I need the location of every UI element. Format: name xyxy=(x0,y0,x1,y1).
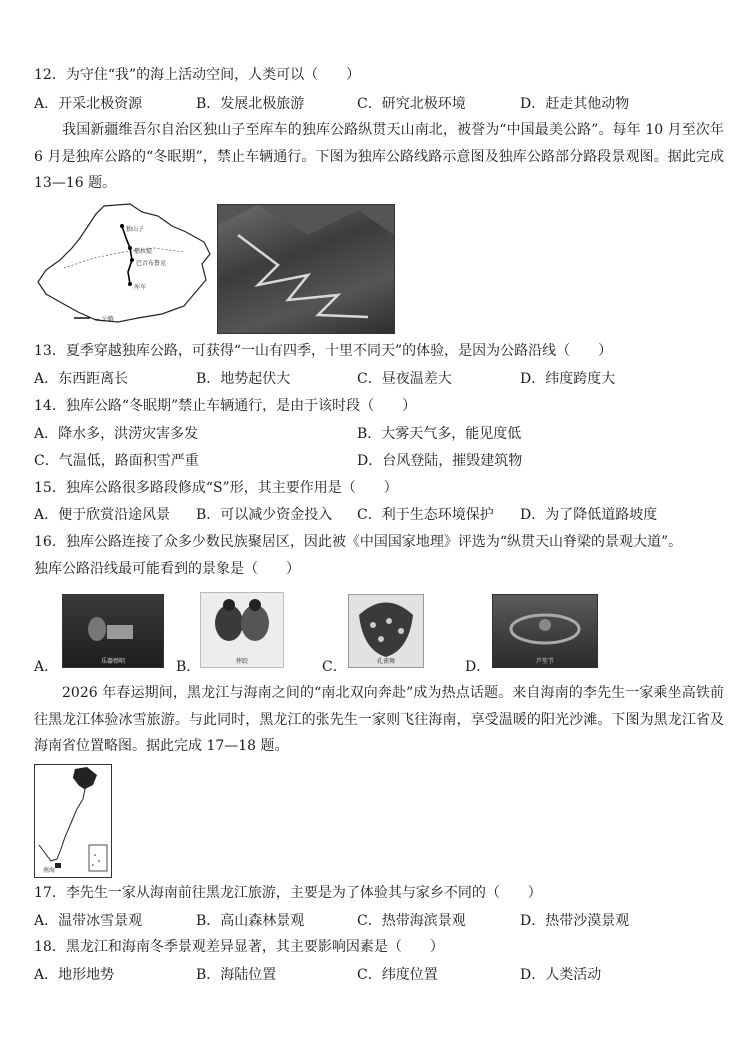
q17-option-b: B．高山森林景观 xyxy=(196,913,305,929)
q12-option-d: D．赶走其他动物 xyxy=(520,96,630,112)
q13-option-a: A．东西距离长 xyxy=(34,371,129,387)
q18-option-c: C．纬度位置 xyxy=(357,967,438,983)
question-16-stem-line2: 独库公路沿线最可能看到的景象是（ ） xyxy=(34,561,300,577)
q18-option-d: D．人类活动 xyxy=(520,967,602,983)
q16-photo-a xyxy=(62,594,164,668)
s-curve-road-figure xyxy=(218,205,394,333)
q16-photo-c xyxy=(348,594,424,668)
q15-option-c: C．利于生态环境保护 xyxy=(357,507,494,523)
q15-option-a: A．便于欣赏沿途风景 xyxy=(34,507,171,523)
q13-option-b: B．地势起伏大 xyxy=(196,371,291,387)
q16-photo-b xyxy=(200,592,284,668)
question-14-stem: 14．独库公路“冬眠期”禁止车辆通行，是由于该时段（ ） xyxy=(34,398,417,414)
map-legend-road: — 公路 xyxy=(94,316,114,323)
q16-caption-d: 芦笙节 xyxy=(535,658,555,665)
q14-option-c: C．气温低，路面积雪严重 xyxy=(34,453,199,469)
duku-route-map xyxy=(34,202,212,330)
map-label-nalati: 那拉提 xyxy=(134,248,153,255)
q18-option-b: B．海陆位置 xyxy=(196,967,277,983)
map-label-dushanzi: 独山子 xyxy=(126,226,145,233)
question-18-stem: 18．黑龙江和海南冬季景观差异显著，其主要影响因素是（ ） xyxy=(34,939,444,955)
q16-option-b-label: B． xyxy=(176,659,201,675)
map-label-bayanbulak: 巴音布鲁克 xyxy=(136,260,167,267)
china-location-map xyxy=(34,764,112,878)
passage-duku-road xyxy=(34,117,724,197)
map-label-south-china-sea: 南海 xyxy=(43,867,56,874)
q17-option-c: C．热带海滨景观 xyxy=(357,913,466,929)
question-12-stem: 12．为守住“我”的海上活动空间，人类可以（ ） xyxy=(34,67,361,83)
q16-option-c-label: C． xyxy=(322,659,347,675)
q16-caption-a: 乐器弹唱 xyxy=(100,658,126,665)
q12-option-a: A．开采北极资源 xyxy=(34,96,143,112)
q14-option-d: D．台风登陆，摧毁建筑物 xyxy=(357,453,523,469)
q12-option-c: C．研究北极环境 xyxy=(357,96,466,112)
q17-option-d: D．热带沙漠景观 xyxy=(520,913,630,929)
q15-option-d: D．为了降低道路坡度 xyxy=(520,507,658,523)
question-13-stem: 13．夏季穿越独库公路，可获得“一山有四季，十里不同天”的体验，是因为公路沿线（ ） xyxy=(34,343,613,359)
passage-heilongjiang-hainan-text: 2026 年春运期间，黑龙江与海南之间的“南北双向奔赴”成为热点话题。来自海南的李先生一家乘坐高铁前往黑龙江体验冰雪旅游。与此同时，黑龙江的张先生一家则飞往海南，享受温暖的阳光沙滩。下图为黑龙江省及海南省位置略图。据此完成 17—18 题。 xyxy=(34,685,724,754)
xinjiang-outline-figure xyxy=(34,202,212,330)
q13-option-c: C．昼夜温差大 xyxy=(357,371,452,387)
question-17-stem: 17．李先生一家从海南前往黑龙江旅游，主要是为了体验其与家乡不同的（ ） xyxy=(34,885,542,901)
q16-caption-b: 摔跤 xyxy=(235,658,249,665)
question-15-stem: 15．独库公路很多路段修成“S”形，其主要作用是（ ） xyxy=(34,480,398,496)
q16-photo-d xyxy=(492,594,598,668)
q17-option-a: A．温带冰雪景观 xyxy=(34,913,143,929)
map-label-kuqa: 库车 xyxy=(134,284,147,291)
passage-duku-road-text: 我国新疆维吾尔自治区独山子至库车的独库公路纵贯天山南北，被誉为“中国最美公路”。每年 10 月至次年 6 月是独库公路的“冬眠期”，禁止车辆通行。下图为独库公路线路示意图及独库公路部分路段景观图。据此完成 13—16 题。 xyxy=(34,122,724,191)
q13-option-d: D．纬度跨度大 xyxy=(520,371,616,387)
china-outline-figure xyxy=(35,765,111,877)
q16-option-a-label: A． xyxy=(34,659,59,675)
passage-heilongjiang-hainan xyxy=(34,680,724,760)
q18-option-a: A．地形地势 xyxy=(34,967,115,983)
q12-option-b: B．发展北极旅游 xyxy=(196,96,305,112)
q16-option-d-label: D． xyxy=(465,659,491,675)
serpentine-road-photo xyxy=(217,204,395,334)
q15-option-b: B．可以减少资金投入 xyxy=(196,507,333,523)
q14-option-b: B．大雾天气多，能见度低 xyxy=(357,426,522,442)
q16-caption-c: 孔雀舞 xyxy=(376,658,396,665)
q14-option-a: A．降水多，洪涝灾害多发 xyxy=(34,426,199,442)
question-16-stem-line1: 16．独库公路连接了众多少数民族聚居区，因此被《中国国家地理》评选为“纵贯天山脊梁的景观大道”。 xyxy=(34,534,683,550)
